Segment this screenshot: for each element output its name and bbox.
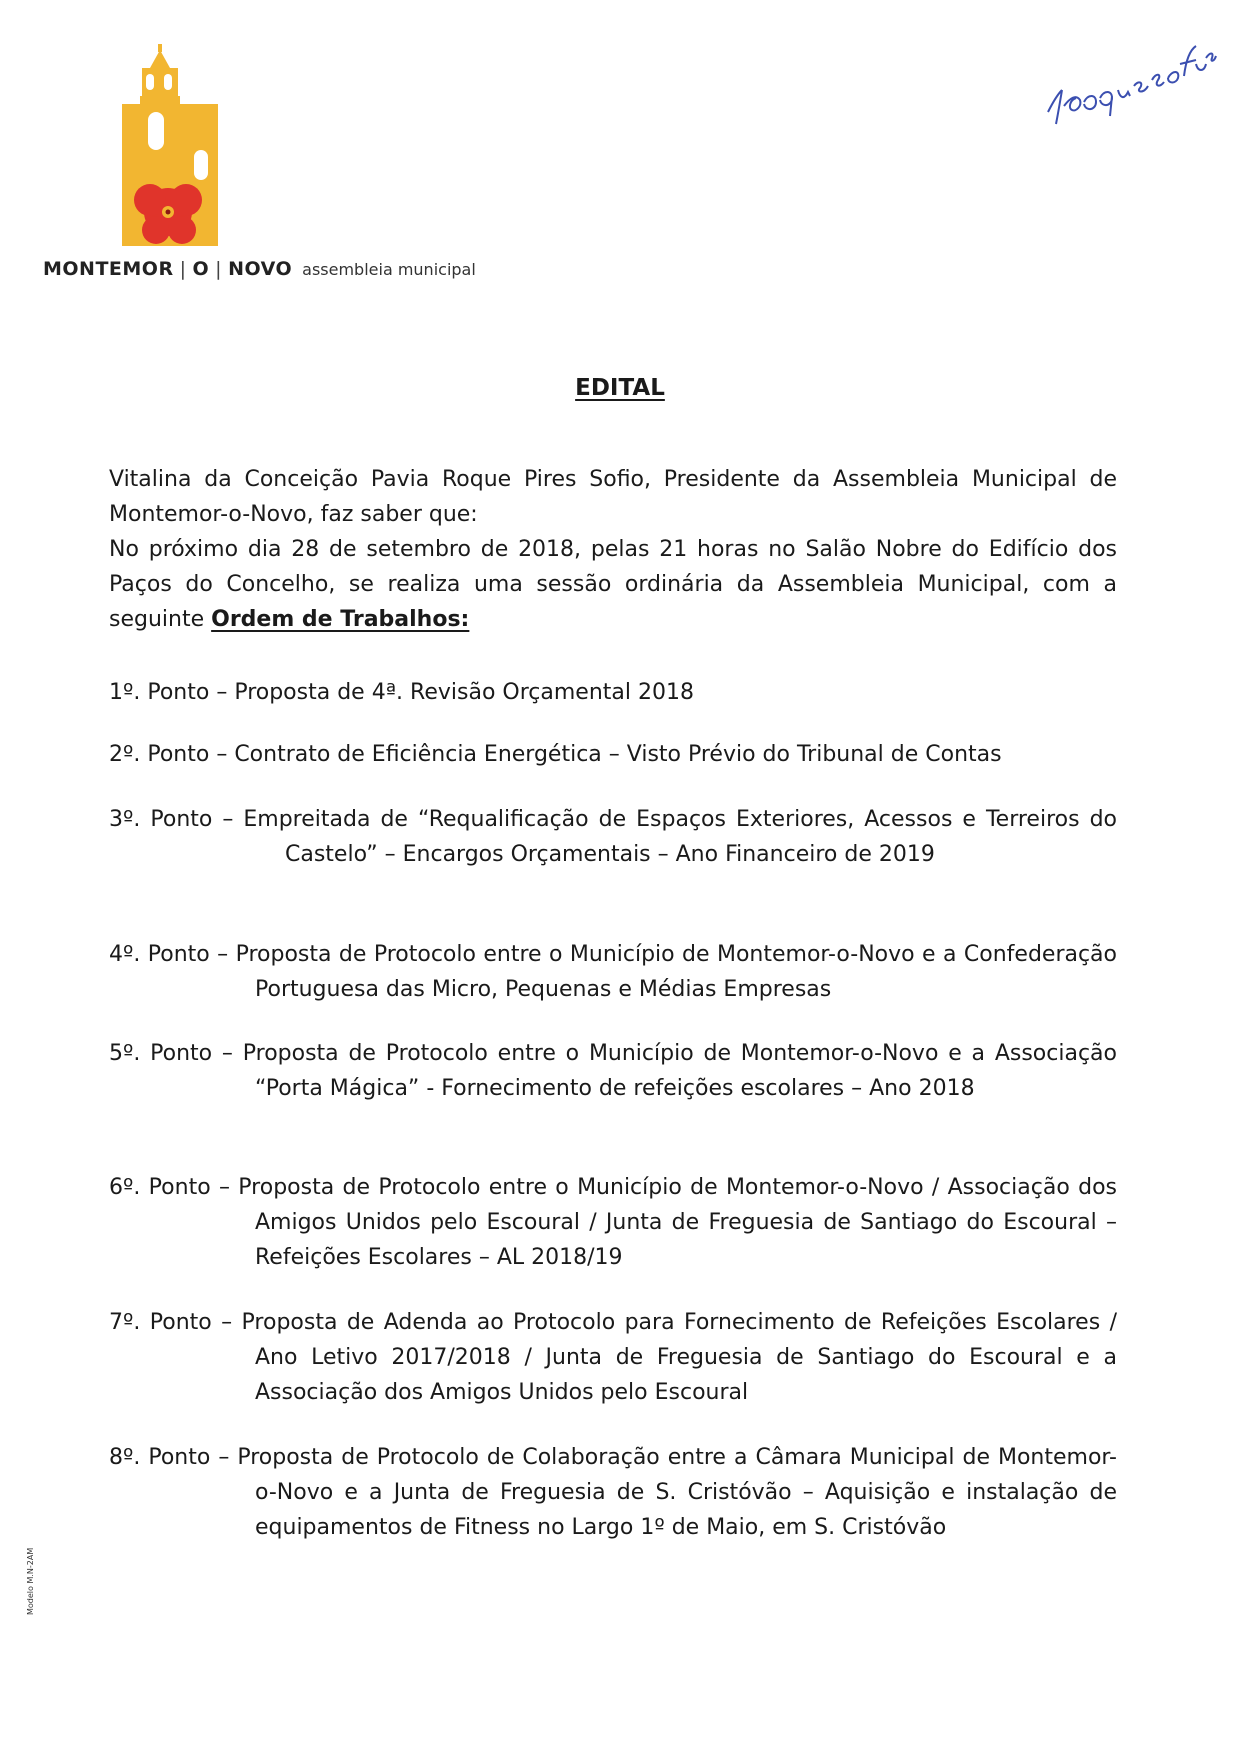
agenda-item: 3º. Ponto – Empreitada de “Requalificação de Espaços Exteriores, Acessos e Terreiros do Castelo” – Encargos Orçamentais – Ano Financeiro de 2019 [109,807,1117,867]
brand-separator: | [179,258,187,280]
agenda-item: 8º. Ponto – Proposta de Protocolo de Colaboração entre a Câmara Municipal de Montemor-o-Novo e a Junta de Freguesia de S. Cristóvão – Aquisição e instalação de equipamentos de Fitness no Largo 1º de Maio, em S. Cristóvão [109,1445,1117,1540]
agenda-item: 7º. Ponto – Proposta de Adenda ao Protocolo para Fornecimento de Refeições Escolares / Ano Letivo 2017/2018 / Junta de Freguesia de Santiago do Escoural e a Associação dos Amigos Unidos pelo Escoural [109,1310,1117,1405]
brand-montemor: MONTEMOR [43,258,174,280]
agenda-item: 6º. Ponto – Proposta de Protocolo entre o Município de Montemor-o-Novo / Associação dos Amigos Unidos pelo Escoural / Junta de Freguesia de Santiago do Escoural – Refeições Escolares – AL 2018/19 [109,1175,1117,1270]
document-title: EDITAL [575,375,665,401]
brand-novo: NOVO [228,258,293,280]
model-note: Modelo M.N-2AM [26,1547,35,1615]
intro-paragraph [109,462,1117,637]
agenda-item: 1º. Ponto – Proposta de 4ª. Revisão Orçamental 2018 [109,680,694,705]
agenda-item: 4º. Ponto – Proposta de Protocolo entre o Município de Montemor-o-Novo e a Confederação Portuguesa das Micro, Pequenas e Médias Empresas [109,942,1118,1002]
brand-separator: | [215,258,223,280]
intro-line: Vitalina da Conceição Pavia Roque Pires Sofio, Presidente da Assembleia Municipal de Montemor-o-Novo, faz saber que: [109,467,1117,527]
agenda-item: 2º. Ponto – Contrato de Eficiência Energética – Visto Prévio do Tribunal de Contas [109,742,1002,767]
intro-line: No próximo dia 28 de setembro de 2018, pelas 21 horas no Salão Nobre do Edifício dos Paços do Concelho, se realiza uma sessão ordinária da Assembleia Municipal, com a seguinte Ordem de Trabalhos: [109,537,1117,632]
logo-caption [43,258,476,280]
brand-subtitle: assembleia municipal [302,260,476,279]
brand-o: O [192,258,210,280]
assembly-logo [112,40,232,250]
handwritten-signature [1040,20,1220,130]
agenda-heading: Ordem de Trabalhos: [211,607,470,632]
agenda-item: 5º. Ponto – Proposta de Protocolo entre o Município de Montemor-o-Novo e a Associação “Porta Mágica” - Fornecimento de refeições escolares – Ano 2018 [109,1041,1117,1101]
